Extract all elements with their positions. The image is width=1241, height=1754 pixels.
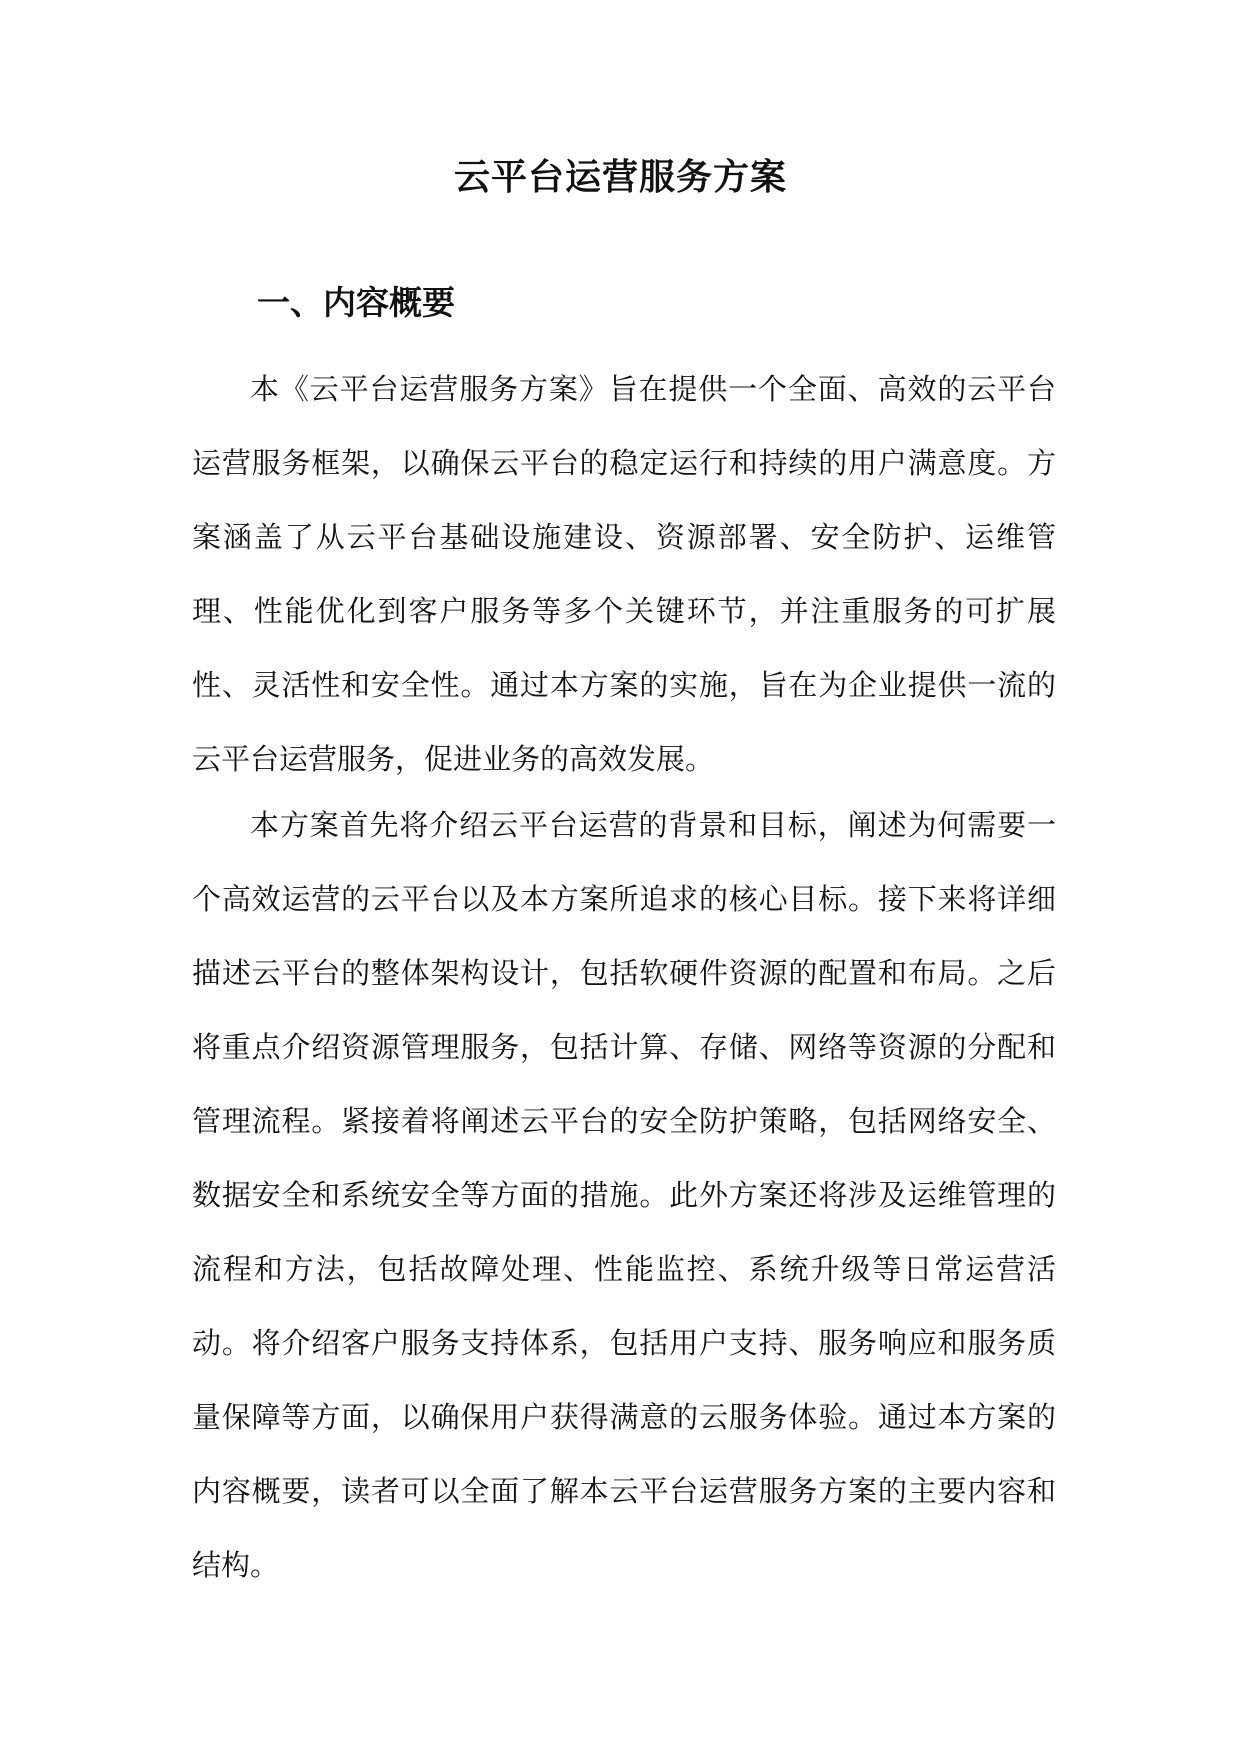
paragraph-intro: 本《云平台运营服务方案》旨在提供一个全面、高效的云平台运营服务框架，以确保云平台的稳定运行和持续的用户满意度。方案涵盖了从云平台基础设施建设、资源部署、安全防护、运维管理、性能优化到客户服务等多个关键环节，并注重服务的可扩展性、灵活性和安全性。通过本方案的实施，旨在为企业提供一流的云平台运营服务，促进业务的高效发展。 bbox=[192, 372, 1056, 776]
section-heading: 一、内容概要 bbox=[257, 283, 455, 322]
document-title: 云平台运营服务方案 bbox=[453, 156, 787, 198]
paragraph-overview: 本方案首先将介绍云平台运营的背景和目标，阐述为何需要一个高效运营的云平台以及本方案所追求的核心目标。接下来将详细描述云平台的整体架构设计，包括软硬件资源的配置和布局。之后将重点介绍资源管理服务，包括计算、存储、网络等资源的分配和管理流程。紧接着将阐述云平台的安全防护策略，包括网络安全、数据安全和系统安全等方面的措施。此外方案还将涉及运维管理的流程和方法，包括故障处理、性能监控、系统升级等日常运营活动。将介绍客户服务支持体系，包括用户支持、服务响应和服务质量保障等方面，以确保用户获得满意的云服务体验。通过本方案的内容概要，读者可以全面了解本云平台运营服务方案的主要内容和结构。 bbox=[192, 808, 1056, 1582]
